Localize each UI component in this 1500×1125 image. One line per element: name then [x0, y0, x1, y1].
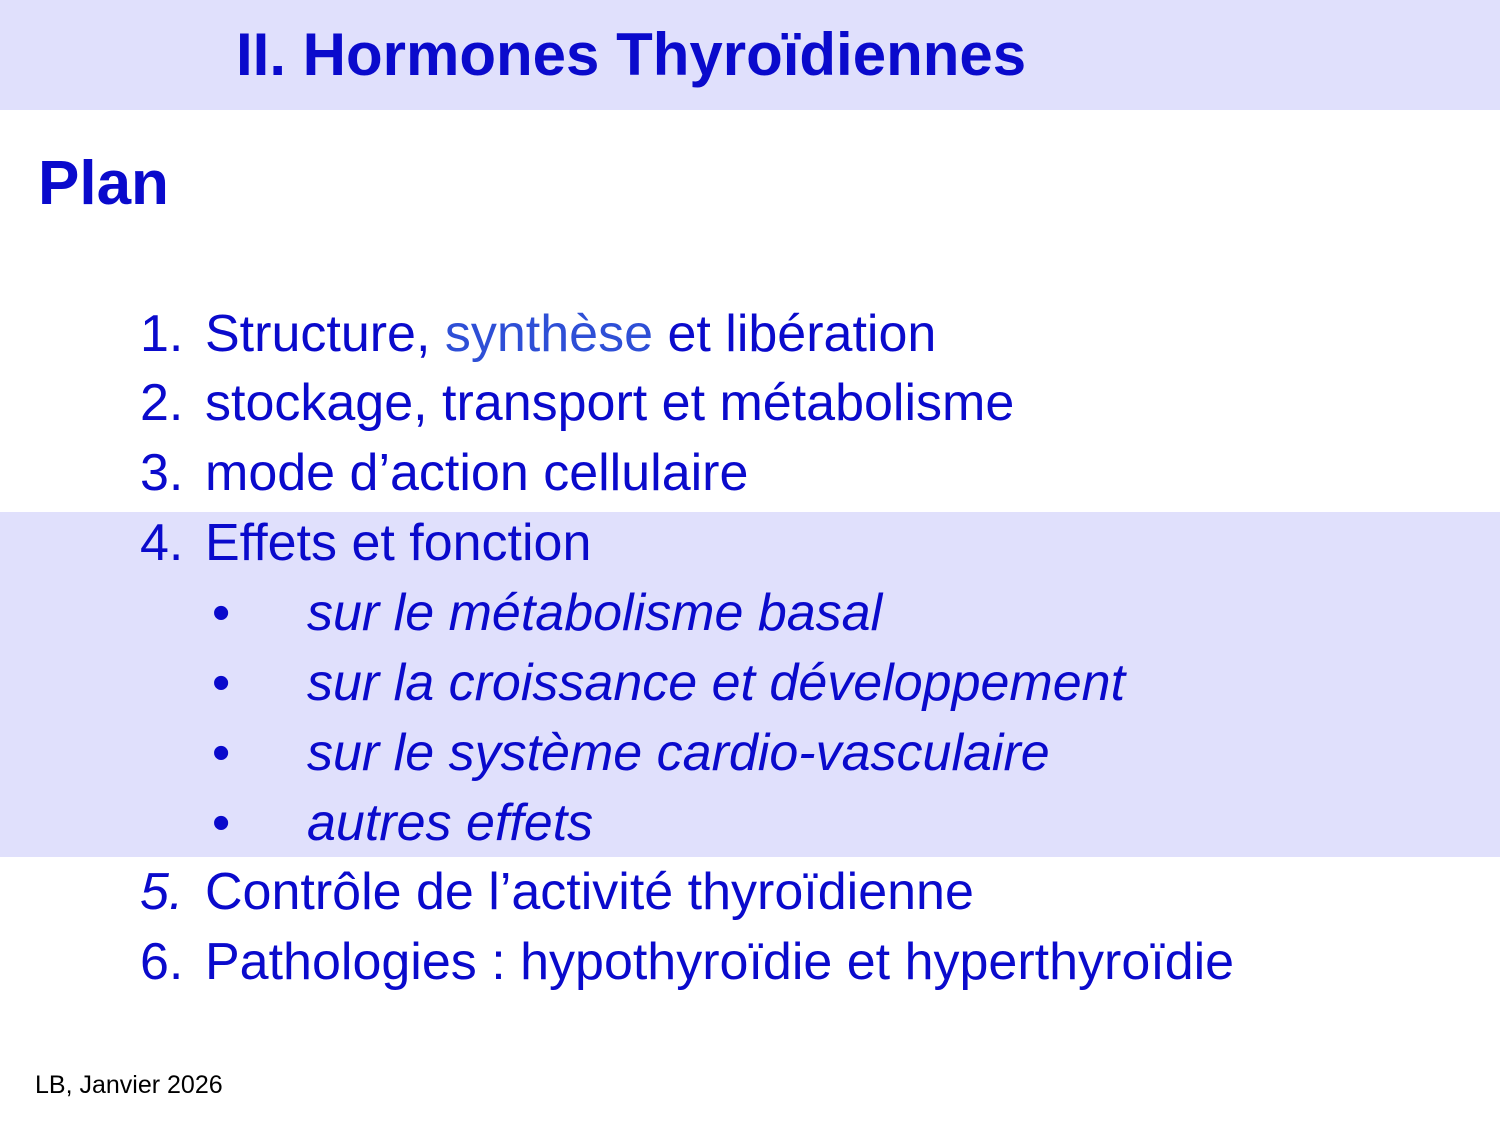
bullet-icon: •: [212, 654, 231, 712]
outline-item-number: 1.: [140, 305, 184, 363]
outline-item-number: 3.: [140, 444, 184, 502]
outline-item-number: 2.: [140, 374, 184, 432]
outline-item-1: [140, 305, 937, 363]
outline-item-number: 5.: [140, 863, 184, 921]
outline-item-4: [140, 514, 592, 572]
outline-item-text: Contrôle de l’activité thyroïdienne: [205, 863, 974, 921]
outline-item-highlight: synthèse: [444, 305, 654, 363]
sub-item-text: sur le système cardio-vasculaire: [307, 724, 1050, 782]
outline-item-text: stockage, transport et métabolisme: [205, 374, 1015, 432]
bullet-icon: •: [212, 584, 231, 642]
sub-item-text: sur le métabolisme basal: [307, 584, 883, 642]
outline-item-3: [140, 444, 749, 502]
outline-item-5: [140, 863, 974, 921]
outline-item-text: Structure,: [205, 305, 431, 363]
outline-item-text: mode d’action cellulaire: [205, 444, 749, 502]
outline-item-number: 6.: [140, 933, 184, 991]
section-heading: Plan: [38, 149, 169, 218]
outline-item-text: et libération: [667, 305, 937, 363]
sub-item: [212, 724, 1050, 782]
outline-item-number: 4.: [140, 514, 184, 572]
slide-title: II. Hormones Thyroïdiennes: [236, 21, 1027, 88]
outline-item-2: [140, 374, 1015, 432]
sub-item: [212, 654, 1126, 712]
bullet-icon: •: [212, 724, 231, 782]
footer-credit: LB, Janvier 2026: [35, 1071, 223, 1099]
outline-item-text: Effets et fonction: [205, 514, 592, 572]
bullet-icon: •: [212, 794, 231, 852]
sub-item-text: sur la croissance et développement: [307, 654, 1126, 712]
outline-item-text: Pathologies : hypothyroïdie et hyperthyroïdie: [205, 933, 1235, 991]
sub-item: [212, 794, 594, 852]
sub-item-text: autres effets: [307, 794, 594, 852]
sub-item: [212, 584, 883, 642]
outline-item-6: [140, 933, 1235, 991]
